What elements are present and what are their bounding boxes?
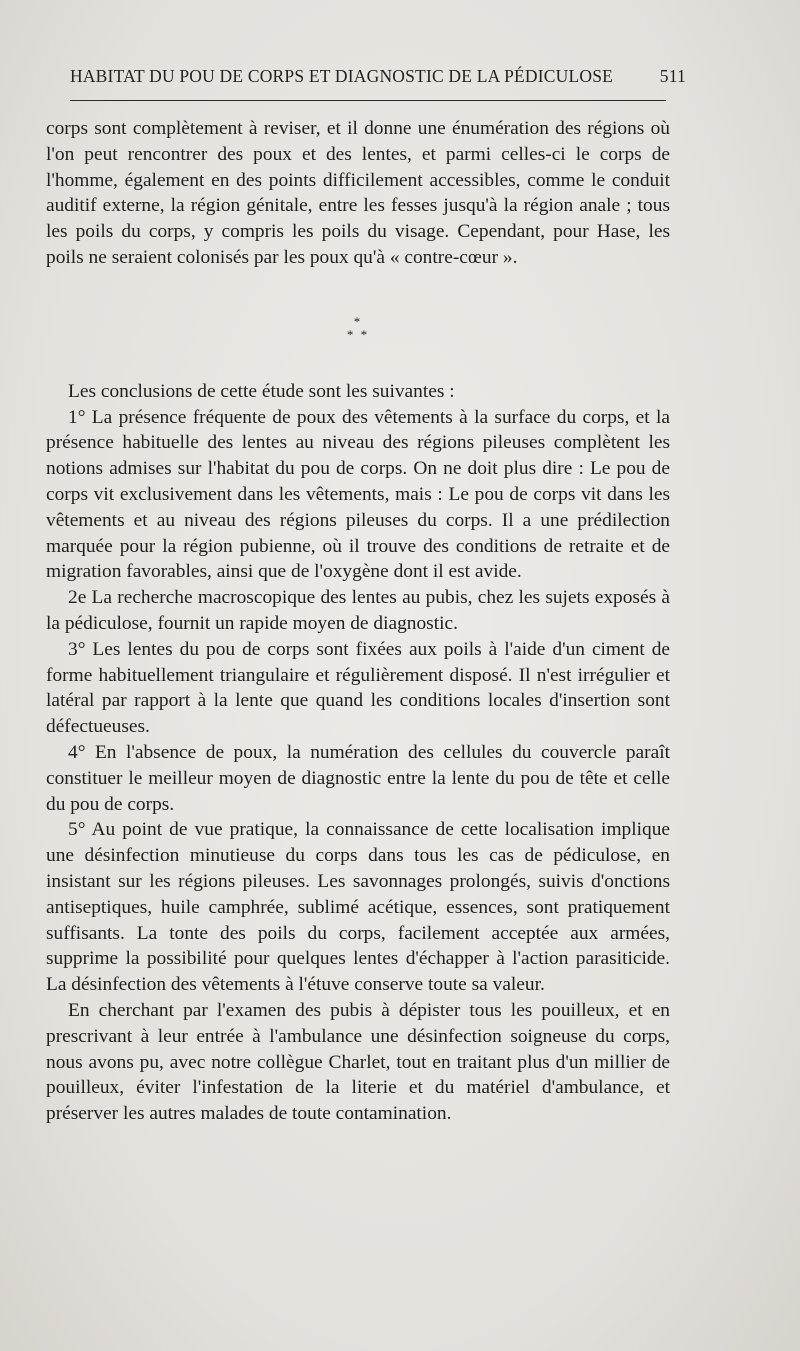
separator-bottom: * * [346,326,370,342]
header-rule [70,100,666,101]
running-header [70,66,686,87]
conclusions-intro: Les conclusions de cette étude sont les suivantes : [68,380,455,402]
section-separator [46,315,670,341]
conclusion-1: 1° La présence fréquente de poux des vêtements à la surface du corps, et la présence habituelle des lentes au niveau des régions pileuses complètent les notions admises sur l'habitat du pou de corps. On ne doit plus dire : Le pou de corps vit exclusivement dans les vêtements, mais : Le pou de corps vit dans les vêtements et au niveau des régions pileuses du corps. Il a une prédilection marquée pour la région pubienne, où il trouve des conditions de retraite et de migration favorables, ainsi que de l'oxygène dont il est avide. [46,406,670,583]
conclusion-2: 2e La recherche macroscopique des lentes au pubis, chez les sujets exposés à la pédiculose, fournit un rapide moyen de diagnostic. [46,587,670,634]
conclusion-4: 4° En l'absence de poux, la numération des cellules du couvercle paraît constituer le meilleur moyen de diagnostic entre la lente du pou de tête et celle du pou de corps. [46,741,670,815]
page-number: 511 [659,66,686,86]
conclusion-5: 5° Au point de vue pratique, la connaissance de cette localisation implique une désinfection minutieuse du corps dans tous les cas de pédiculose, en insistant sur les régions pileuses. Les savonnages prolongés, suivis d'onctions antiseptiques, huile camphrée, sublimé acétique, essences, sont pratiquement suffisants. La tonte des poils du corps, facilement acceptée aux armées, supprime la possibilité pour quelques lentes d'échapper à l'action parasiticide. La désinfection des vêtements à l'étuve conserve toute sa valeur. [46,819,670,996]
running-title: HABITAT DU POU DE CORPS ET DIAGNOSTIC DE LA PÉDICULOSE [70,66,614,86]
intro-paragraph: corps sont complètement à reviser, et il donne une énumération des régions où l'on peut rencontrer des poux et des lentes, et parmi celles-ci le corps de l'homme, également en des points difficilement accessibles, comme le conduit auditif externe, la région génitale, entre les fesses jusqu'à la région anale ; tous les poils du corps, y compris les poils du visage. Cependant, pour Hase, les poils ne seraient colonisés par les poux qu'à « contre-cœur ». [46,118,670,268]
conclusion-3: 3° Les lentes du pou de corps sont fixées aux poils à l'aide d'un ciment de forme habituellement triangulaire et régulièrement disposé. Il n'est irrégulier et latéral par rapport à la lente que quand les conditions locales d'insertion sont défectueuses. [46,638,670,738]
closing-paragraph: En cherchant par l'examen des pubis à dépister tous les pouilleux, et en prescrivant à leur entrée à l'ambulance une désinfection soigneuse du corps, nous avons pu, avec notre collègue Charlet, tout en traitant plus d'un millier de pouilleux, éviter l'infestation de la literie et du matériel d'ambulance, et préserver les autres malades de toute contamination. [46,999,670,1125]
separator-top: * [353,313,363,329]
body-text [46,116,670,1127]
